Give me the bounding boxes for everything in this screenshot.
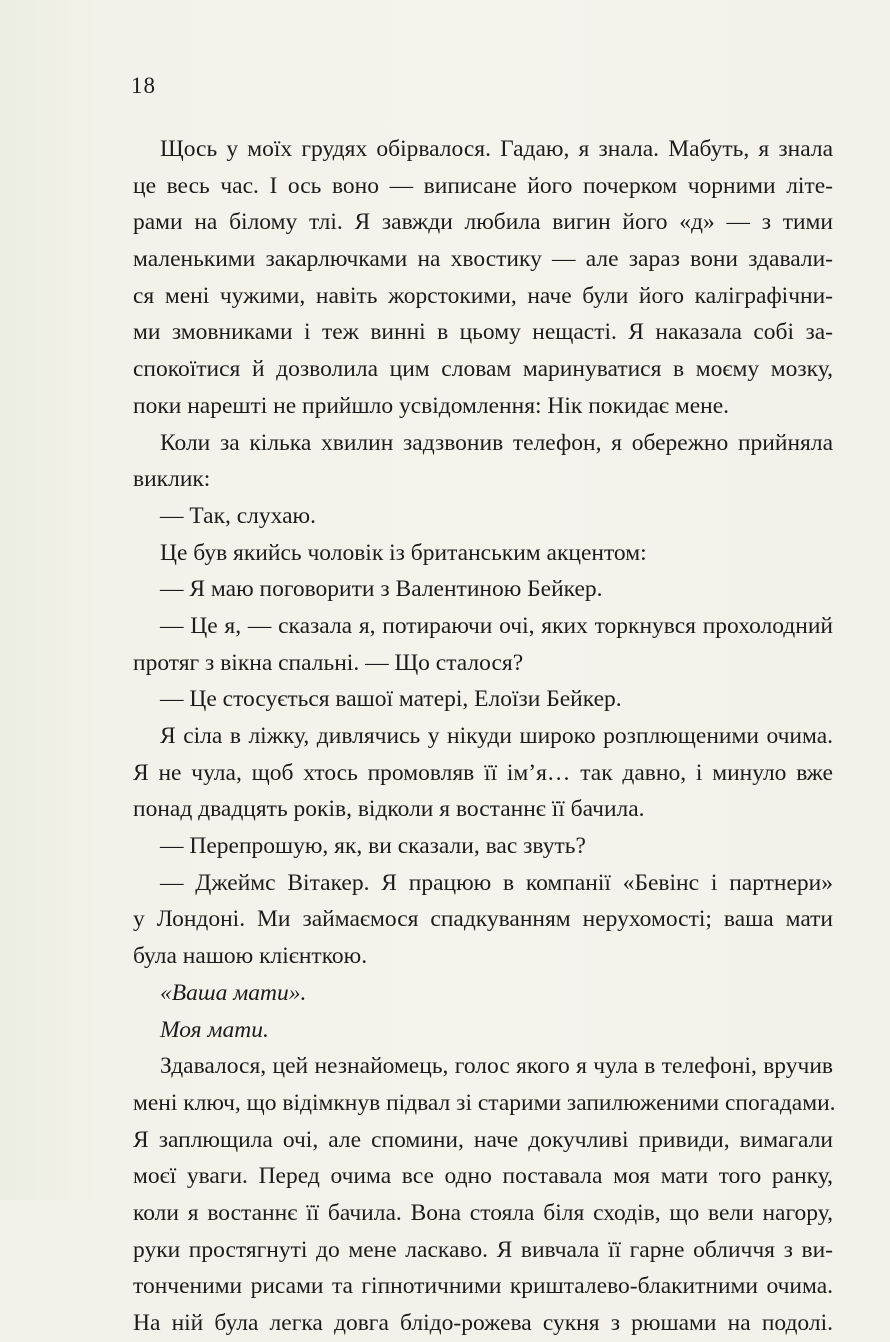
text-line: ми змовниками і теж винні в цьому нещасті. Я наказала собі за- — [133, 319, 833, 346]
text-line: моєї уваги. Перед очима все одно поставала моя мати того ранку, — [133, 1163, 833, 1190]
text-line: — Так, слухаю. — [160, 502, 316, 529]
text-line: Це був якийсь чоловік із британським акцентом: — [160, 539, 647, 566]
text-line: мені ключ, що відімкнув підвал зі старими запилюженими спогадами. — [133, 1089, 836, 1116]
text-line: — Перепрошую, як, ви сказали, вас звуть? — [160, 833, 586, 860]
text-line: це весь час. І ось воно — виписане його почерком чорними літе- — [133, 172, 833, 199]
text-line: — Я маю поговорити з Валентиною Бейкер. — [160, 576, 603, 603]
text-line: — Це я, — сказала я, потираючи очі, яких торкнувся прохолодний — [160, 612, 833, 639]
text-line: Я заплющила очі, але спомини, наче докучливі привиди, вимагали — [133, 1126, 833, 1153]
text-line: понад двадцять років, відколи я востаннє її бачила. — [133, 796, 645, 823]
text-line: маленькими закарлючками на хвостику — але зараз вони здавали- — [133, 246, 833, 273]
text-line: коли я востаннє її бачила. Вона стояла біля сходів, що вели нагору, — [133, 1199, 833, 1226]
text-line: Коли за кілька хвилин задзвонив телефон, я обережно прийняла — [160, 429, 833, 456]
text-line: спокоїтися й дозволила цим словам маринуватися в моєму мозку, — [133, 356, 833, 383]
page-number: 18 — [131, 73, 156, 98]
text-line: Моя мати. — [160, 1016, 269, 1043]
text-line: На ній була легка довга блідо-рожева сукня з рюшами на подолі. — [133, 1310, 833, 1336]
text-line: тонченими рисами та гіпнотичними кришталево-блакитними очима. — [133, 1273, 833, 1300]
text-line: ся мені чужими, навіть жорстокими, наче були його каліграфічни- — [133, 282, 833, 309]
text-line: Я не чула, щоб хтось промовляв її ім’я… так давно, і минуло вже — [133, 759, 833, 786]
text-line: Я сіла в ліжку, дивлячись у нікуди широко розплющеними очима. — [160, 723, 833, 749]
text-line: «Ваша мати». — [160, 979, 307, 1006]
body-text — [133, 131, 836, 1342]
text-line: руки простягнуті до мене ласкаво. Я вивчала її гарне обличчя з ви- — [133, 1236, 833, 1263]
text-line: у Лондоні. Ми займаємося спадкуванням нерухомості; ваша мати — [133, 906, 833, 933]
text-line: була нашою клієнткою. — [133, 943, 368, 970]
text-line: Щось у моїх грудях обірвалося. Гадаю, я знала. Мабуть, я знала — [160, 136, 833, 162]
text-line: протяг з вікна спальні. — Що сталося? — [133, 649, 524, 676]
text-line: — Це стосується вашої матері, Елоїзи Бейкер. — [160, 686, 622, 713]
text-line: — Джеймс Вітакер. Я працюю в компанії «Бевінс і партнери» — [160, 869, 833, 896]
text-line: рами на білому тлі. Я завжди любила вигин його «д» — з тими — [133, 209, 833, 236]
text-line: поки нарешті не прийшло усвідомлення: Нік покидає мене. — [133, 392, 730, 419]
text-line: Здавалося, цей незнайомець, голос якого я чула в телефоні, вручив — [160, 1053, 833, 1080]
text-line: виклик: — [133, 466, 211, 493]
